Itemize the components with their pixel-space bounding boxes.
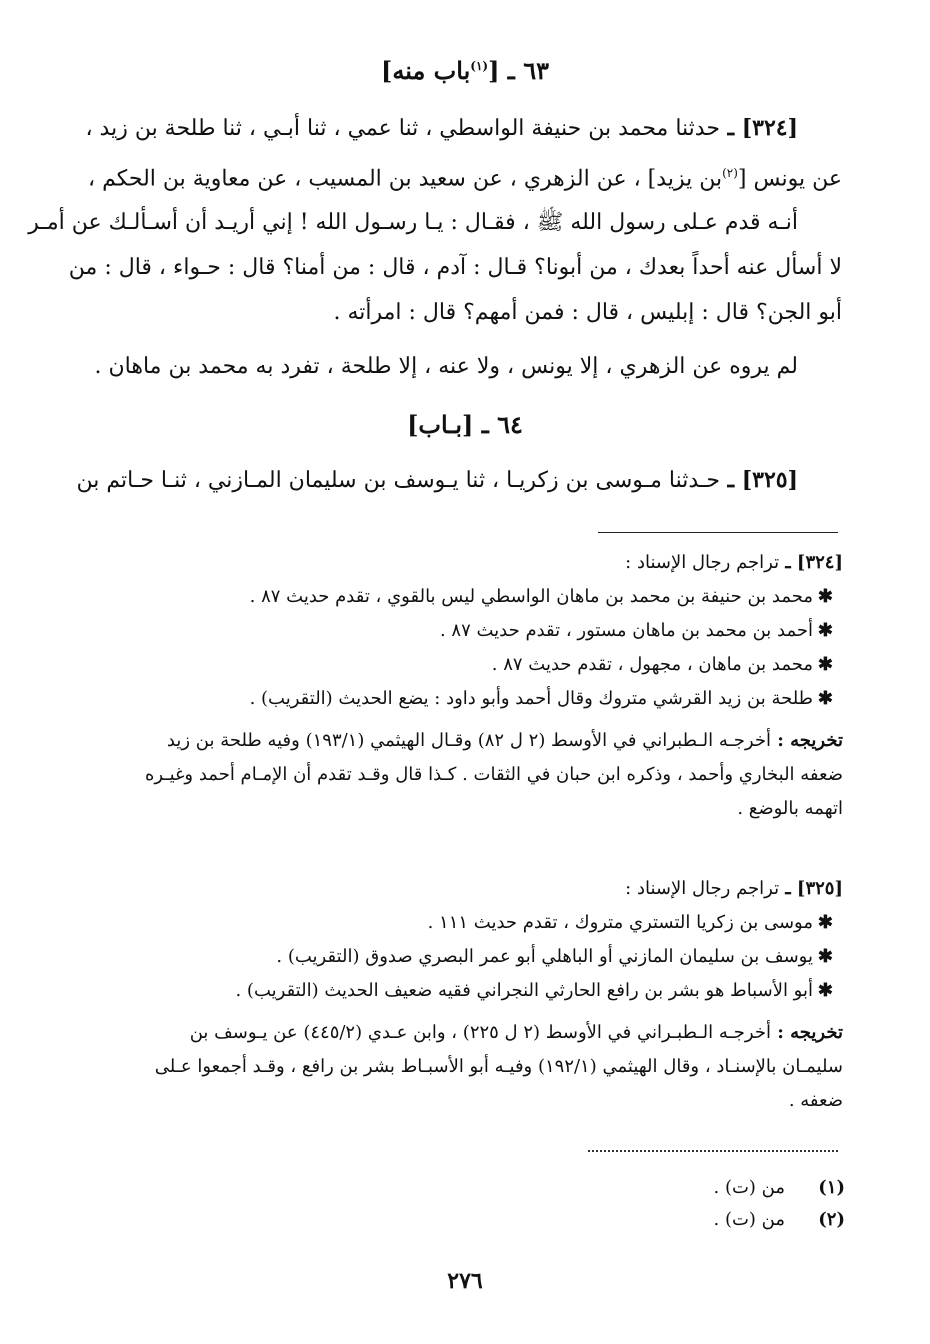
footnote-separator (598, 532, 838, 533)
hadith-324-number: [٣٢٤] ـ (719, 115, 798, 141)
footnote-dotted-separator (588, 1150, 838, 1152)
hadith-324-line-2-a: عن يونس [ (737, 166, 842, 192)
footnote-1-text: من (ت) . (713, 1177, 785, 1198)
hadith-324-line-2-b: بن يزيد] ، عن الزهري ، عن سعيد بن المسيب ، عن معاوية بن الحكم ، (88, 166, 723, 192)
notes-324-heading (28, 546, 843, 580)
list-item (28, 906, 843, 940)
hadith-324-line-1-text: حدثنا محمد بن حنيفة الواسطي ، ثنا عمي ، ثنا أبـي ، ثنا طلحة بن زيد ، (85, 116, 720, 141)
notes-325-label: تراجم رجال الإسناد : (625, 878, 780, 899)
page-number: ٢٧٦ (447, 1268, 483, 1294)
hadith-324-line-2 (30, 151, 842, 201)
hadith-324-comment-text: لم يروه عن الزهري ، إلا يونس ، ولا عنه ، إلا طلحة ، تفرد به محمد بن ماهان . (94, 354, 798, 379)
hadith-325-number: [٣٢٥] ـ (719, 467, 798, 493)
footnote-ref-2: (٢) (722, 166, 738, 180)
chapter-63-title: ٦٣ ـ [ (488, 56, 549, 85)
hadith-325-line-1-text: حـدثنا مـوسى بن زكريـا ، ثنا يـوسف بن سليمان المـازني ، ثنـا حـاتم بن (76, 468, 720, 493)
takhrij-325-label: تخريجه : (770, 1022, 843, 1043)
takhrij-325-text-1: أخرجـه الـطبـراني في الأوسط (٢ ل ٢٢٥) ، وابن عـدي (٤٤٥/٢) عن يـوسف بن (189, 1022, 771, 1043)
list-item-text: يوسف بن سليمان المازني أو الباهلي أبو عمر البصري صدوق (التقريب) . (276, 946, 813, 967)
chapter-63-heading (0, 56, 930, 85)
list-item (28, 682, 843, 716)
asterisk-icon: ✱ (817, 654, 833, 675)
chapter-64-heading (0, 410, 930, 439)
list-item (28, 580, 843, 614)
asterisk-icon: ✱ (817, 688, 833, 709)
list-item-text: موسى بن زكريا التستري متروك ، تقدم حديث ١١١ . (427, 912, 813, 933)
takhrij-324-text-1: أخرجـه الـطبراني في الأوسط (٢ ل ٨٢) وقـال الهيثمي (١٩٣/١) وفيه طلحة بن زيد (166, 730, 771, 751)
takhrij-325-line-2: سليمـان بالإسنـاد ، وقال الهيثمي (١٩٢/١) وفيـه أبو الأسبـاط بشر بن رافع ، وقـد أجمعوا عـلى (154, 1056, 843, 1077)
list-item-text: محمد بن حنيفة بن محمد بن ماهان الواسطي ليس بالقوي ، تقدم حديث ٨٧ . (249, 586, 813, 607)
list-item (28, 940, 843, 974)
notes-325 (28, 872, 843, 1118)
list-item (28, 974, 843, 1008)
takhrij-325-line-3: ضعفه . (788, 1090, 843, 1111)
list-item-text: طلحة بن زيد القرشي متروك وقال أحمد وأبو داود : يضع الحديث (التقريب) . (249, 688, 813, 709)
asterisk-icon: ✱ (817, 946, 833, 967)
takhrij-324-line-3: اتهمه بالوضع . (737, 798, 843, 819)
asterisk-icon: ✱ (817, 586, 833, 607)
takhrij-324-line-1 (28, 724, 843, 758)
hadith-325-isnad (30, 458, 842, 503)
notes-324 (28, 546, 843, 826)
hadith-324-isnad (30, 106, 842, 201)
list-item (28, 648, 843, 682)
chapter-63-title-rest: باب منه] (381, 56, 471, 85)
notes-324-number: [٣٢٤] ـ (779, 552, 843, 573)
hadith-324-text-3: أبو الجن؟ قال : إبليس ، قال : فمن أمهم؟ قال : امرأته . (333, 300, 842, 325)
takhrij-324-line-2: ضعفه البخاري وأحمد ، وذكره ابن حبان في الثقات . كـذا قال وقـد تقدم أن الإمـام أحمد وغيـره (144, 764, 843, 785)
takhrij-324-label: تخريجه : (770, 730, 843, 751)
notes-324-label: تراجم رجال الإسناد : (625, 552, 780, 573)
list-item-text: أبو الأسباط هو بشر بن رافع الحارثي النجراني فقيه ضعيف الحديث (التقريب) . (235, 980, 813, 1001)
footnote-2 (600, 1204, 845, 1236)
takhrij-324 (28, 724, 843, 826)
notes-325-heading (28, 872, 843, 906)
footnotes (600, 1172, 845, 1236)
list-item-text: محمد بن ماهان ، مجهول ، تقدم حديث ٨٧ . (491, 654, 813, 675)
chapter-64-title: ٦٤ ـ [بـاب] (407, 410, 523, 439)
footnote-1-number: (١) (818, 1177, 845, 1198)
footnote-2-number: (٢) (818, 1209, 845, 1230)
hadith-324-comment (30, 344, 842, 389)
footnote-2-text: من (ت) . (713, 1209, 785, 1230)
asterisk-icon: ✱ (817, 912, 833, 933)
hadith-324-matn (30, 200, 842, 335)
notes-325-number: [٣٢٥] ـ (779, 878, 843, 899)
list-item (28, 614, 843, 648)
asterisk-icon: ✱ (817, 620, 833, 641)
hadith-325-line-1 (30, 458, 842, 503)
takhrij-325-line-1 (28, 1016, 843, 1050)
asterisk-icon: ✱ (817, 980, 833, 1001)
hadith-324-text-2: لا أسأل عنه أحداً بعدك ، من أبونا؟ قـال : آدم ، قال : من أمنا؟ قال : حـواء ، قال : من (68, 255, 842, 280)
footnote-1 (600, 1172, 845, 1204)
hadith-324-text-1: أنـه قدم عـلى رسول الله ﷺ ، فقـال : يـا رسـول الله ! إني أريـد أن أسـألـك عن أمـر (28, 210, 798, 235)
notes-325-list (28, 906, 843, 1008)
takhrij-325 (28, 1016, 843, 1118)
footnote-ref-1: (١) (470, 59, 489, 73)
list-item-text: أحمد بن محمد بن ماهان مستور ، تقدم حديث ٨٧ . (439, 620, 813, 641)
notes-324-list (28, 580, 843, 716)
hadith-324-line-1 (30, 106, 842, 151)
